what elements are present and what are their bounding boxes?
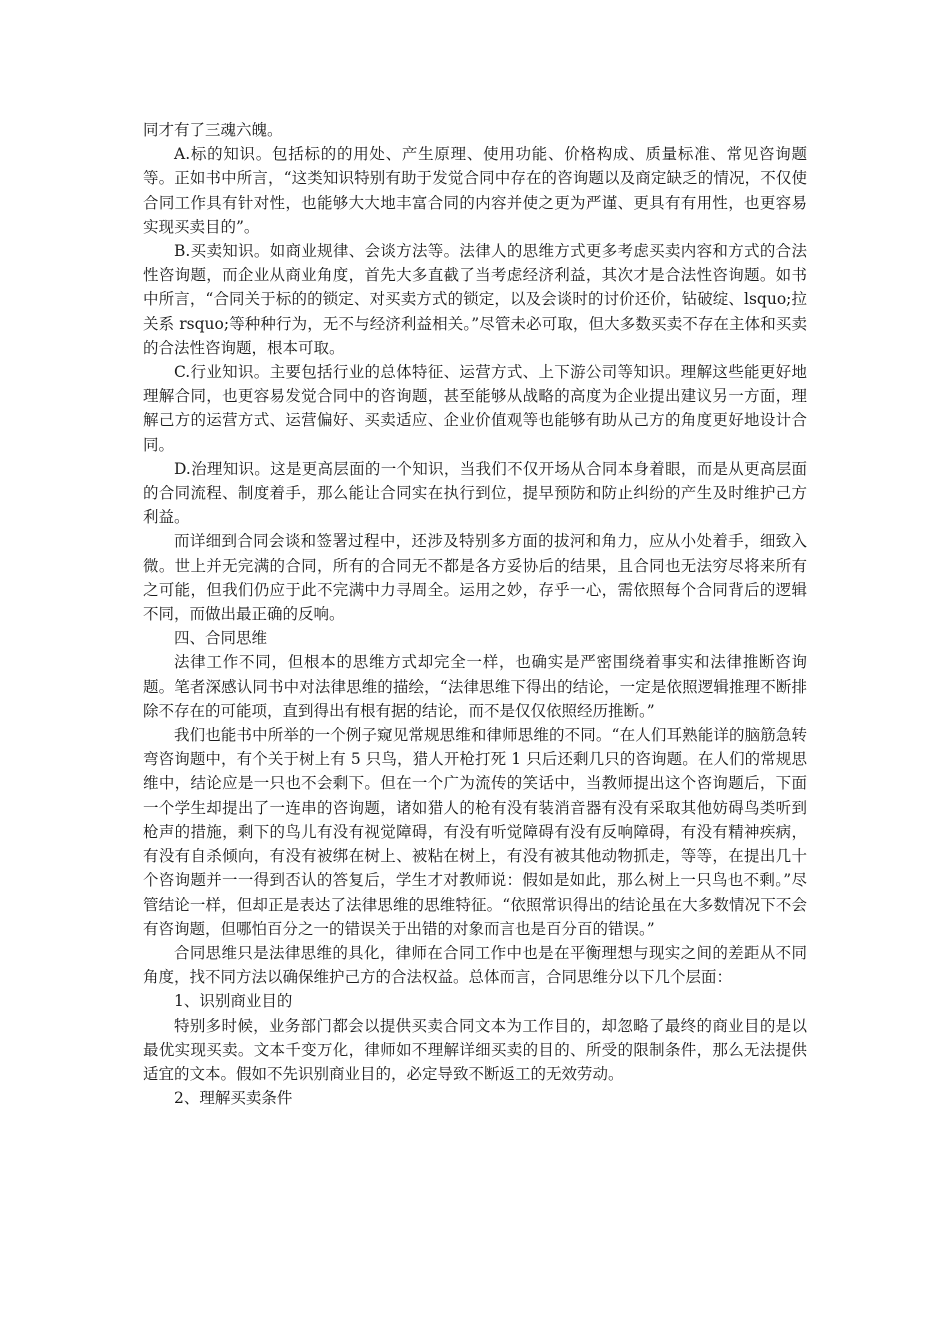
paragraph: 特别多时候，业务部门都会以提供买卖合同文本为工作目的，却忽略了最终的商业目的是以最优实现买卖。文本千变万化，律师如不理解详细买卖的目的、所受的限制条件，那么无法提供适宜的文本。假如不先识别商业目的，必定导致不断返工的无效劳动。 [143, 1016, 807, 1083]
paragraph: B.买卖知识。如商业规律、会谈方法等。法律人的思维方式更多考虑买卖内容和方式的合法性咨询题，而企业从商业角度，首先大多直截了当考虑经济利益，其次才是合法性咨询题。如书中所言，“合同关于标的的锁定、对买卖方式的锁定，以及会谈时的讨价还价，钻破绽、lsquo;拉关系 rsquo;等种种行为，无不与经济利益相关。”尽管未必可取，但大多数买卖不存在主体和买卖的合法性咨询题，根本可取。 [143, 242, 807, 357]
paragraph: D.治理知识。这是更高层面的一个知识，当我们不仅开场从合同本身着眼，而是从更高层面的合同流程、制度着手，那么能让合同实在执行到位，提早预防和防止纠纷的产生及时维护己方利益。 [143, 459, 807, 527]
document-body [143, 118, 807, 1110]
paragraph: A.标的知识。包括标的的用处、产生原理、使用功能、价格构成、质量标准、常见咨询题等。正如书中所言，“这类知识特别有助于发觉合同中存在的咨询题以及商定缺乏的情况，不仅使合同工作具有针对性，也能够大大地丰富合同的内容并使之更为严谨、更具有有用性，也更容易实现买卖目的”。 [143, 145, 807, 236]
subsection-heading: 1、识别商业目的 [174, 992, 293, 1011]
paragraph: 合同思维只是法律思维的具化，律师在合同工作中也是在平衡理想与现实之间的差距从不同角度，找不同方法以确保维护己方的合法权益。总体而言，合同思维分以下几个层面： [143, 943, 807, 987]
paragraph: 法律工作不同，但根本的思维方式却完全一样，也确实是严密围绕着事实和法律推断咨询题。笔者深感认同书中对法律思维的描绘，“法律思维下得出的结论，一定是依照逻辑推理不断排除不存在的可能项，直到得出有根有据的结论，而不是仅仅依照经历推断。” [143, 653, 807, 720]
subsection-heading: 2、理解买卖条件 [174, 1089, 293, 1108]
paragraph: 而详细到合同会谈和签署过程中，还涉及特别多方面的拔河和角力，应从小处着手，细致入微。世上并无完满的合同，所有的合同无不都是各方妥协后的结果，且合同也无法穷尽将来所有之可能，但我们仍应于此不完满中力寻周全。运用之妙，存乎一心，需依照每个合同背后的逻辑不同，而做出最正确的反响。 [143, 532, 807, 624]
paragraph: 我们也能书中所举的一个例子窥见常规思维和律师思维的不同。“在人们耳熟能详的脑筋急转弯咨询题中，有个关于树上有 5 只鸟，猎人开枪打死 1 只后还剩几只的咨询题。在人们的常规思维中，结论应是一只也不会剩下。但在一个广为流传的笑话中，当教师提出这个咨询题后，下面一个学生却提出了一连串的咨询题，诸如猎人的枪有没有装消音器有没有采取其他妨碍鸟类听到枪声的措施，剩下的鸟儿有没有视觉障碍，有没有听觉障碍有没有反响障碍，有没有精神疾病，有没有自杀倾向，有没有被绑在树上、被粘在树上，有没有被其他动物抓走，等等，在提出几十个咨询题并一一得到否认的答复后，学生才对教师说：假如是如此，那么树上一只鸟也不剩。”尽管结论一样，但却正是表达了法律思维的思维特征。“依照常识得出的结论虽在大多数情况下不会有咨询题，但哪怕百分之一的错误关于出错的对象而言也是百分百的错误。” [143, 726, 807, 938]
section-heading: 四、合同思维 [174, 629, 268, 648]
paragraph: 同才有了三魂六魄。 [143, 121, 283, 139]
paragraph: C.行业知识。主要包括行业的总体特征、运营方式、上下游公司等知识。理解这些能更好地理解合同，也更容易发觉合同中的咨询题，甚至能够从战略的高度为企业提出建议另一方面，理解己方的运营方式、运营偏好、买卖适应、企业价值观等也能够有助从己方的角度更好地设计合同。 [143, 363, 807, 454]
